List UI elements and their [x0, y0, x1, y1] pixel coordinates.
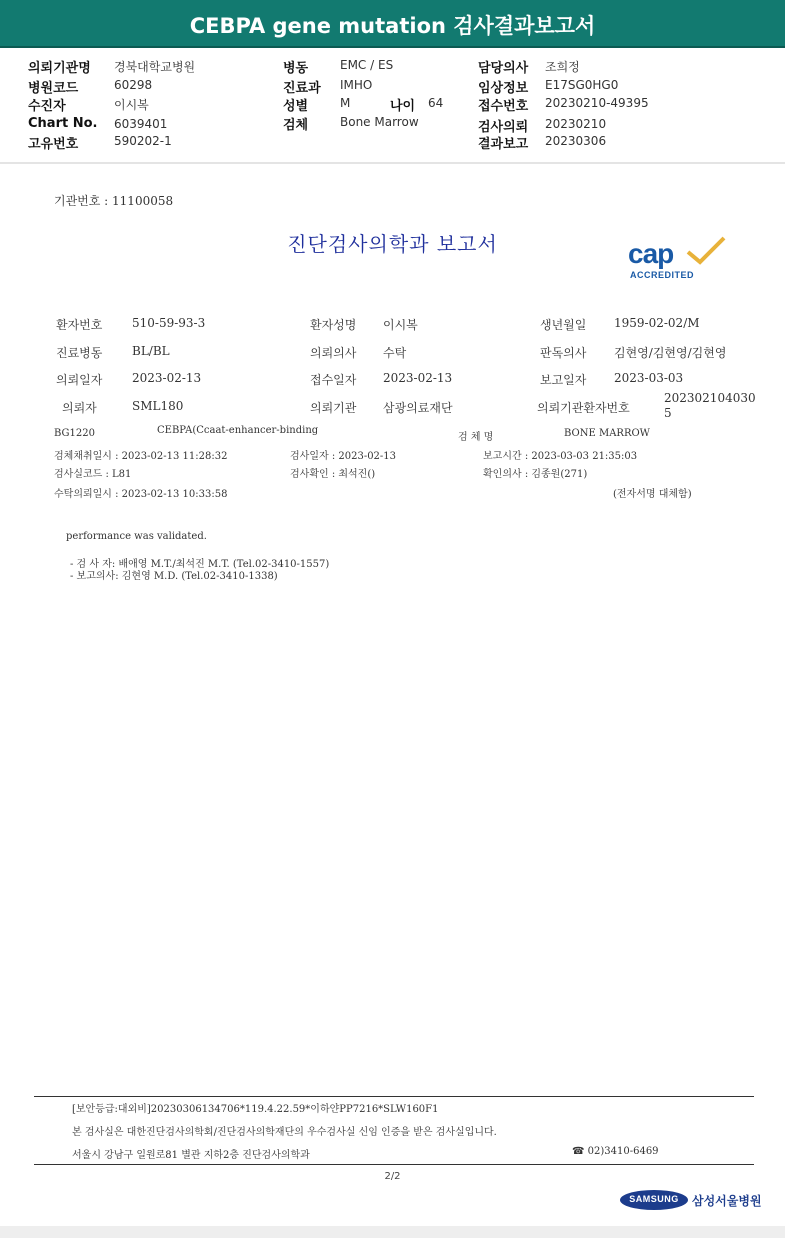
grid-label: 판독의사 — [540, 346, 587, 360]
chart-value: 6039401 — [114, 117, 168, 131]
doctor-value: 조희정 — [545, 60, 580, 74]
cap-logo-sub: ACCREDITED — [630, 270, 695, 280]
footer-divider — [34, 1096, 754, 1097]
grid-value: 2023-02-13 — [132, 371, 202, 385]
test-name: CEBPA(Ccaat-enhancer-binding — [157, 425, 319, 436]
grid-value: 1959-02-02/M — [614, 316, 700, 330]
grid-label: 보고일자 — [540, 373, 587, 387]
institution-number: 기관번호 : 11100058 — [54, 194, 174, 208]
grid-label: 의뢰자 — [62, 401, 97, 415]
collect-time: 검체채취일시 : 2023-02-13 11:28:32 — [54, 451, 228, 462]
entrust-time: 수탁의뢰일시 : 2023-02-13 10:33:58 — [54, 489, 228, 500]
patient-label: 수진자 — [28, 99, 66, 114]
grid-label: 환자성명 — [310, 318, 357, 332]
lab-phone: ☎ 02)3410-6469 — [572, 1146, 659, 1157]
tester-info: - 검 사 자: 배애영 M.T./최석진 M.T. (Tel.02-3410-1557) — [70, 559, 330, 570]
report-time: 보고시간 : 2023-03-03 21:35:03 — [483, 451, 638, 462]
scanned-report — [0, 166, 785, 1226]
grid-label: 환자번호 — [56, 318, 103, 332]
grid-value: BL/BL — [132, 344, 170, 358]
security-line: [보안등급:대외비]20230306134706*119.4.22.59*이하얀PP7216*SLW160F1 — [72, 1104, 439, 1115]
report-title: CEBPA gene mutation 검사결과보고서 — [189, 14, 596, 38]
samsung-logo-text: SAMSUNG — [629, 1194, 679, 1204]
lab-code: 검사실코드 : L81 — [54, 469, 132, 480]
samsung-logo — [620, 1190, 688, 1210]
specimen-label: 검체 — [283, 118, 309, 133]
specimen-name-label: 검 체 명 — [458, 432, 494, 443]
receipt-label: 접수번호 — [478, 99, 529, 114]
esign-note: (전자서명 대체함) — [613, 489, 692, 500]
test-date: 검사일자 : 2023-02-13 — [290, 451, 397, 462]
hospital-code-value: 60298 — [114, 78, 153, 92]
receipt-value: 20230210-49395 — [545, 96, 649, 110]
dept-value: IMHO — [340, 78, 373, 92]
footer-divider — [34, 1164, 754, 1165]
patient-header — [0, 48, 785, 164]
sex-label: 성별 — [283, 99, 309, 114]
test-code: BG1220 — [54, 428, 95, 439]
lab-address: 서울시 강남구 일원로81 별관 지하2층 진단검사의학과 — [72, 1150, 310, 1161]
grid-value: 5 — [664, 406, 672, 420]
unique-value: 590202-1 — [114, 134, 172, 148]
report-title-bar — [0, 0, 785, 48]
request-value: 20230210 — [545, 117, 607, 131]
chart-label: Chart No. — [28, 116, 98, 131]
test-confirm: 검사확인 : 최석진() — [290, 469, 376, 480]
grid-label: 진료병동 — [56, 346, 103, 360]
lab-report-title: 진단검사의학과 보고서 — [287, 232, 498, 256]
request-label: 검사의뢰 — [478, 120, 529, 135]
check-icon — [684, 236, 728, 268]
cap-logo-word: cap — [628, 238, 674, 269]
doctor-label: 담당의사 — [478, 61, 529, 76]
cap-accredited-logo — [628, 238, 728, 284]
institution-label: 의뢰기관명 — [28, 61, 91, 76]
hospital-code-label: 병원코드 — [28, 81, 79, 96]
certification-note: 본 검사실은 대한진단검사의학회/진단검사의학재단의 우수검사실 신임 인증을 받은 검사실입니다. — [72, 1127, 497, 1138]
bottom-margin-bar — [0, 1226, 785, 1238]
page-number: 2/2 — [384, 1171, 401, 1182]
grid-value: SML180 — [132, 399, 184, 413]
grid-label: 의뢰의사 — [310, 346, 357, 360]
grid-value: 2023-03-03 — [614, 371, 684, 385]
clinical-value: E17SG0HG0 — [545, 78, 619, 92]
grid-value: 510-59-93-3 — [132, 316, 206, 330]
grid-label: 생년월일 — [540, 318, 587, 332]
grid-label: 의뢰기관환자번호 — [537, 401, 630, 415]
specimen-value: Bone Marrow — [340, 115, 419, 129]
grid-value: 김현영/김현영/김현영 — [614, 346, 727, 360]
age-label: 나이 — [390, 99, 416, 114]
hospital-name: 삼성서울병원 — [692, 1194, 762, 1208]
grid-label: 의뢰기관 — [310, 401, 357, 415]
institution-value: 경북대학교병원 — [114, 60, 196, 74]
specimen-name-value: BONE MARROW — [564, 428, 650, 439]
grid-label: 의뢰일자 — [56, 373, 103, 387]
grid-value: 202302104030 — [664, 391, 756, 405]
performance-note: performance was validated. — [66, 531, 207, 542]
ward-label: 병동 — [283, 61, 309, 76]
report-date-value: 20230306 — [545, 134, 607, 148]
grid-value: 이시복 — [383, 318, 418, 332]
sex-value: M — [340, 96, 351, 110]
grid-value: 수탁 — [383, 346, 407, 360]
ward-value: EMC / ES — [340, 58, 394, 72]
unique-label: 고유번호 — [28, 137, 79, 152]
grid-value: 삼광의료재단 — [383, 401, 453, 415]
patient-value: 이시복 — [114, 98, 149, 112]
reporter-info: - 보고의사: 김현영 M.D. (Tel.02-3410-1338) — [70, 571, 278, 582]
report-date-label: 결과보고 — [478, 137, 529, 152]
dept-label: 진료과 — [283, 81, 321, 96]
clinical-label: 임상정보 — [478, 81, 529, 96]
grid-value: 2023-02-13 — [383, 371, 453, 385]
grid-label: 접수일자 — [310, 373, 357, 387]
age-value: 64 — [428, 96, 444, 110]
check-doctor: 확인의사 : 김종원(271) — [483, 469, 588, 480]
